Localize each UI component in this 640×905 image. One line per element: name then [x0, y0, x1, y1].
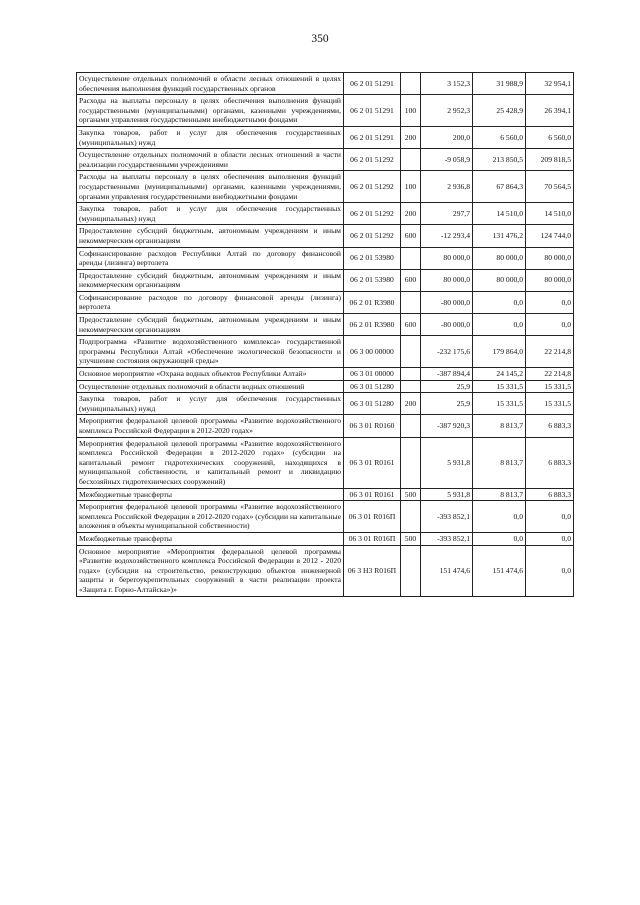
row-name: Основное мероприятие «Охрана водных объектов Республики Алтай»	[77, 368, 344, 381]
row-amount-2: 179 864,0	[473, 336, 526, 368]
row-amount-2: 131 476,2	[473, 225, 526, 247]
row-name: Расходы на выплаты персоналу в целях обеспечения выполнения функций государственными (муниципальными) органами, казенными учреждениями, органами управления государственными внебюджетными фондами	[77, 171, 344, 203]
row-expense-type: 200	[401, 393, 421, 415]
row-code: 06 3 01 R0160	[344, 415, 401, 437]
row-code: 06 3 01 R016П	[344, 501, 401, 533]
table-row	[77, 95, 574, 127]
table-row	[77, 247, 574, 269]
row-amount-3: 124 744,0	[526, 225, 574, 247]
row-amount-3: 26 394,1	[526, 95, 574, 127]
row-expense-type: 200	[401, 126, 421, 148]
row-expense-type	[401, 380, 421, 393]
row-expense-type	[401, 415, 421, 437]
row-amount-1: 200,0	[421, 126, 473, 148]
table-row	[77, 336, 574, 368]
row-name: Межбюджетные трансферты	[77, 532, 344, 545]
row-amount-2: 6 560,0	[473, 126, 526, 148]
row-amount-1: -393 852,1	[421, 532, 473, 545]
row-name: Закупка товаров, работ и услуг для обеспечения государственных (муниципальных) нужд	[77, 126, 344, 148]
table-row	[77, 368, 574, 381]
table-row	[77, 393, 574, 415]
row-amount-1: -80 000,0	[421, 291, 473, 313]
row-expense-type: 600	[401, 314, 421, 336]
row-amount-3: 15 331,5	[526, 380, 574, 393]
row-amount-1: 3 152,3	[421, 73, 473, 95]
row-amount-3: 0,0	[526, 501, 574, 533]
row-amount-2: 67 864,3	[473, 171, 526, 203]
row-amount-1: 25,9	[421, 380, 473, 393]
row-name: Предоставление субсидий бюджетным, автономным учреждениям и иным некоммерческим организациям	[77, 314, 344, 336]
row-name: Мероприятия федеральной целевой программы «Развитие водохозяйственного комплекса Российской Федерации в 2012-2020 годах»	[77, 415, 344, 437]
row-amount-1: 25,9	[421, 393, 473, 415]
page-number: 350	[311, 33, 329, 45]
row-amount-2: 15 331,5	[473, 380, 526, 393]
row-code: 06 2 01 R3980	[344, 291, 401, 313]
row-expense-type: 500	[401, 532, 421, 545]
row-code: 06 2 01 51291	[344, 95, 401, 127]
row-code: 06 3 01 R016П	[344, 532, 401, 545]
row-amount-2: 24 145,2	[473, 368, 526, 381]
row-expense-type	[401, 368, 421, 381]
row-amount-1: 80 000,0	[421, 269, 473, 291]
row-name: Подпрограмма «Развитие водохозяйственного комплекса» государственной программы Республики Алтай «Обеспечение экологической безопасности и улучшение состояния окружающей среды»	[77, 336, 344, 368]
row-amount-3: 0,0	[526, 545, 574, 596]
row-name: Закупка товаров, работ и услуг для обеспечения государственных (муниципальных) нужд	[77, 203, 344, 225]
row-amount-2: 80 000,0	[473, 247, 526, 269]
row-expense-type	[401, 291, 421, 313]
row-amount-3: 70 564,5	[526, 171, 574, 203]
row-expense-type	[401, 437, 421, 488]
row-code: 06 2 01 51292	[344, 149, 401, 171]
row-amount-3: 32 954,1	[526, 73, 574, 95]
row-amount-3: 6 883,3	[526, 488, 574, 501]
row-amount-2: 31 988,9	[473, 73, 526, 95]
table-row	[77, 126, 574, 148]
row-name: Софинансирование расходов по договору финансовой аренды (лизинга) вертолета	[77, 291, 344, 313]
row-amount-1: 5 931,8	[421, 488, 473, 501]
row-name: Закупка товаров, работ и услуг для обеспечения государственных (муниципальных) нужд	[77, 393, 344, 415]
row-name: Мероприятия федеральной целевой программы «Развитие водохозяйственного комплекса Российской Федерации в 2012-2020 годах» (субсидии на капитальный ремонт гидротехнических сооружений, находящихся в муниципальной собственности, и капитальный ремонт и ликвидацию бесхозяйных гидротехнических сооружений)	[77, 437, 344, 488]
row-amount-3: 6 560,0	[526, 126, 574, 148]
budget-table	[76, 72, 574, 597]
row-expense-type: 100	[401, 95, 421, 127]
row-amount-1: 2 936,8	[421, 171, 473, 203]
row-amount-2: 25 428,9	[473, 95, 526, 127]
row-amount-2: 8 813,7	[473, 488, 526, 501]
row-name: Осуществление отдельных полномочий в области лесных отношений в части реализации государственными учреждениями	[77, 149, 344, 171]
row-amount-3: 0,0	[526, 532, 574, 545]
row-amount-3: 0,0	[526, 291, 574, 313]
row-name: Предоставление субсидий бюджетным, автономным учреждениям и иным некоммерческим организациям	[77, 225, 344, 247]
row-amount-2: 15 331,5	[473, 393, 526, 415]
table-row	[77, 73, 574, 95]
row-amount-3: 0,0	[526, 314, 574, 336]
row-amount-3: 80 000,0	[526, 247, 574, 269]
row-expense-type: 100	[401, 171, 421, 203]
row-amount-3: 6 883,3	[526, 415, 574, 437]
row-amount-1: -9 058,9	[421, 149, 473, 171]
row-amount-2: 0,0	[473, 501, 526, 533]
row-amount-1: -80 000,0	[421, 314, 473, 336]
row-expense-type	[401, 336, 421, 368]
table-row	[77, 415, 574, 437]
row-name: Софинансирование расходов Республики Алтай по договору финансовой аренды (лизинга) вертолета	[77, 247, 344, 269]
row-code: 06 3 00 00000	[344, 336, 401, 368]
row-code: 06 2 01 53980	[344, 269, 401, 291]
row-amount-3: 209 818,5	[526, 149, 574, 171]
row-code: 06 3 01 R0161	[344, 437, 401, 488]
table-row	[77, 171, 574, 203]
row-amount-2: 14 510,0	[473, 203, 526, 225]
row-expense-type: 600	[401, 225, 421, 247]
table-row	[77, 149, 574, 171]
row-name: Расходы на выплаты персоналу в целях обеспечения выполнения функций государственными (муниципальными) органами, казенными учреждениями, органами управления государственными внебюджетными фондами	[77, 95, 344, 127]
row-expense-type: 600	[401, 269, 421, 291]
row-amount-3: 15 331,5	[526, 393, 574, 415]
row-expense-type: 500	[401, 488, 421, 501]
row-amount-1: 2 952,3	[421, 95, 473, 127]
row-amount-2: 0,0	[473, 314, 526, 336]
row-amount-2: 8 813,7	[473, 437, 526, 488]
row-amount-2: 213 850,5	[473, 149, 526, 171]
row-name: Осуществление отдельных полномочий в области лесных отношений в целях обеспечения выполнения функций государственных органов	[77, 73, 344, 95]
row-expense-type	[401, 501, 421, 533]
table-row	[77, 225, 574, 247]
row-code: 06 2 01 51291	[344, 126, 401, 148]
row-code: 06 2 01 53980	[344, 247, 401, 269]
table-row	[77, 269, 574, 291]
row-name: Предоставление субсидий бюджетным, автономным учреждениям и иным некоммерческим организациям	[77, 269, 344, 291]
row-expense-type	[401, 73, 421, 95]
row-amount-3: 80 000,0	[526, 269, 574, 291]
row-amount-2: 151 474,6	[473, 545, 526, 596]
row-code: 06 3 01 R0161	[344, 488, 401, 501]
table-row	[77, 291, 574, 313]
row-code: 06 2 01 51291	[344, 73, 401, 95]
row-code: 06 2 01 51292	[344, 225, 401, 247]
row-amount-2: 0,0	[473, 532, 526, 545]
row-expense-type: 200	[401, 203, 421, 225]
row-amount-1: 80 000,0	[421, 247, 473, 269]
row-name: Основное мероприятие «Мероприятия федеральной целевой программы «Развитие водохозяйственного комплекса Российской Федерации в 2012 - 2020 годах» (субсидии на строительство, реконструкцию объектов инженерной защиты и берегоукрепительных сооружений в части реализации проекта «Защита г. Горно-Алтайска»)»	[77, 545, 344, 596]
row-amount-1: -12 293,4	[421, 225, 473, 247]
row-code: 06 2 01 51292	[344, 171, 401, 203]
table-row	[77, 501, 574, 533]
row-code: 06 3 01 51280	[344, 380, 401, 393]
table-row	[77, 380, 574, 393]
row-amount-3: 14 510,0	[526, 203, 574, 225]
budget-table-body	[77, 73, 574, 597]
table-row	[77, 437, 574, 488]
table-row	[77, 545, 574, 596]
row-name: Мероприятия федеральной целевой программы «Развитие водохозяйственного комплекса Российской Федерации в 2012-2020 годах» (субсидии на капитальные вложения в объекты муниципальной собственности)	[77, 501, 344, 533]
row-code: 06 3 01 51280	[344, 393, 401, 415]
row-amount-1: -232 175,6	[421, 336, 473, 368]
table-row	[77, 488, 574, 501]
row-expense-type	[401, 247, 421, 269]
table-row	[77, 314, 574, 336]
row-amount-1: -387 920,3	[421, 415, 473, 437]
row-code: 06 2 01 51292	[344, 203, 401, 225]
row-amount-2: 8 813,7	[473, 415, 526, 437]
row-amount-1: -393 852,1	[421, 501, 473, 533]
row-amount-1: -387 894,4	[421, 368, 473, 381]
row-name: Осуществление отдельных полномочий в области водных отношений	[77, 380, 344, 393]
row-code: 06 2 01 R3980	[344, 314, 401, 336]
row-name: Межбюджетные трансферты	[77, 488, 344, 501]
row-expense-type	[401, 149, 421, 171]
row-amount-1: 297,7	[421, 203, 473, 225]
row-expense-type	[401, 545, 421, 596]
row-amount-1: 5 931,8	[421, 437, 473, 488]
row-amount-2: 80 000,0	[473, 269, 526, 291]
row-amount-3: 6 883,3	[526, 437, 574, 488]
table-row	[77, 203, 574, 225]
row-amount-2: 0,0	[473, 291, 526, 313]
row-amount-3: 22 214,8	[526, 368, 574, 381]
row-amount-3: 22 214,8	[526, 336, 574, 368]
row-code: 06 3 01 00000	[344, 368, 401, 381]
row-code: 06 3 Н3 R016П	[344, 545, 401, 596]
row-amount-1: 151 474,6	[421, 545, 473, 596]
table-row	[77, 532, 574, 545]
